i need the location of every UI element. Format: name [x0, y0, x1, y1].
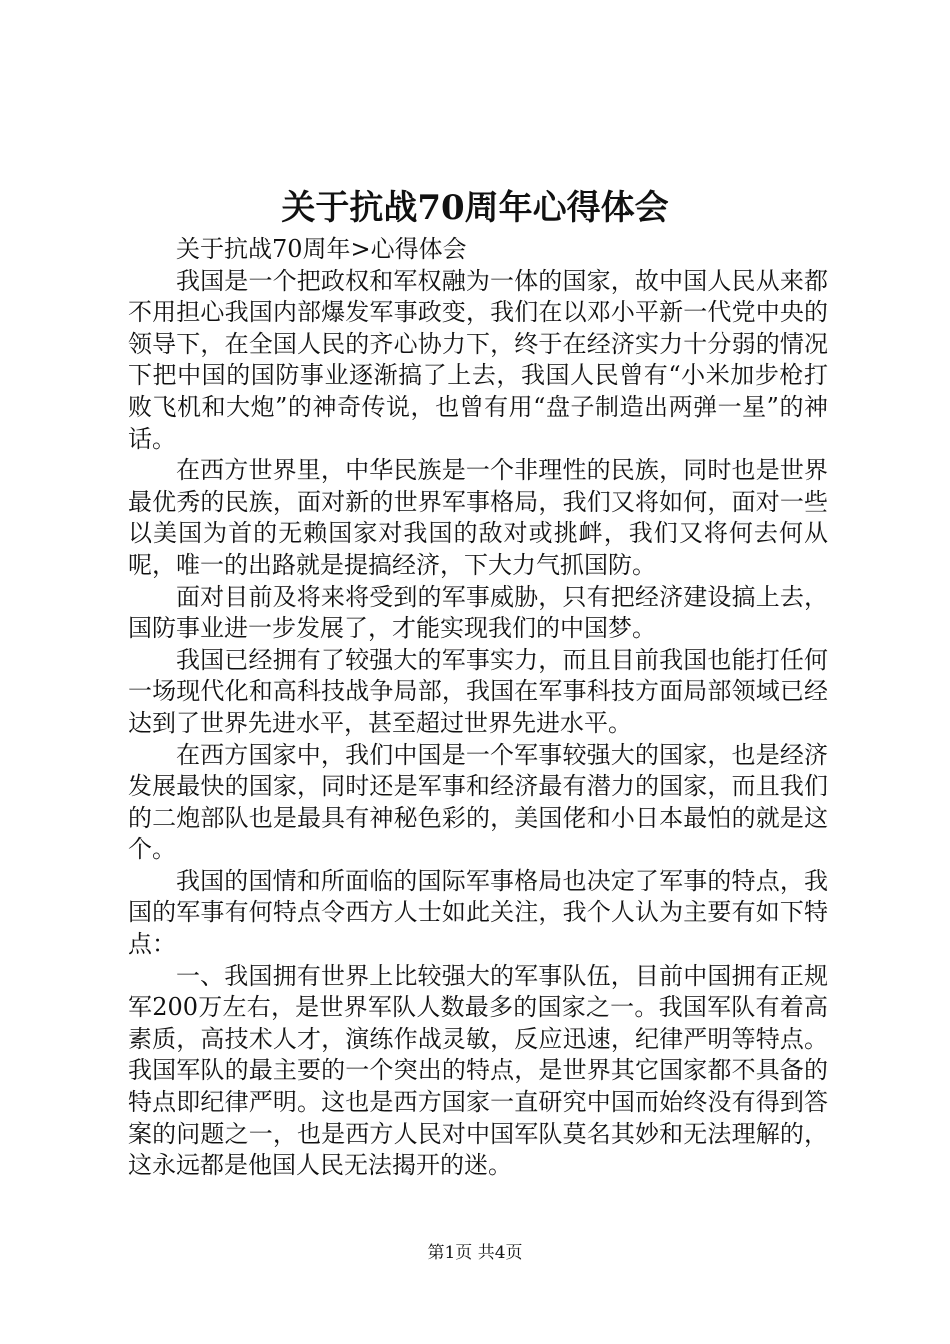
document-title: 关于抗战70周年心得体会 — [281, 188, 669, 228]
page-number-footer: 第1页 共4页 — [427, 1243, 523, 1263]
paragraph: 在西方世界里，中华民族是一个非理性的民族，同时也是世界最优秀的民族，面对新的世界军事格局，我们又将如何，面对一些以美国为首的无赖国家对我国的敌对或挑衅，我们又将何去何从呢，唯一的出路就是提搞经济，下大力气抓国防。 — [128, 456, 828, 579]
paragraph: 在西方国家中，我们中国是一个军事较强大的国家，也是经济发展最快的国家，同时还是军事和经济最有潜力的国家，而且我们的二炮部队也是最具有神秘色彩的，美国佬和小日本最怕的就是这个。 — [128, 740, 828, 864]
paragraph: 我国已经拥有了较强大的军事实力，而且目前我国也能打任何一场现代化和高科技战争局部，我国在军事科技方面局部领域已经达到了世界先进水平，甚至超过世界先进水平。 — [128, 645, 828, 737]
document-body — [128, 234, 828, 1182]
paragraph: 我国的国情和所面临的国际军事格局也决定了军事的特点，我国的军事有何特点令西方人士如此关注，我个人认为主要有如下特点： — [128, 866, 828, 959]
paragraph: 我国是一个把政权和军权融为一体的国家，故中国人民从来都不用担心我国内部爆发军事政变，我们在以邓小平新一代党中央的领导下，在全国人民的齐心协力下，终于在经济实力十分弱的情况下把中国的国防事业逐渐搞了上去，我国人民曾有“小米加步枪打败飞机和大炮”的神奇传说，也曾有用“盘子制造出两弹一星”的神话。 — [128, 266, 828, 453]
paragraph-subtitle: 关于抗战70周年>心得体会 — [176, 235, 467, 263]
paragraph: 面对目前及将来将受到的军事威胁，只有把经济建设搞上去，国防事业进一步发展了，才能实现我们的中国梦。 — [128, 582, 828, 643]
paragraph: 一、我国拥有世界上比较强大的军事队伍，目前中国拥有正规军200万左右，是世界军队人数最多的国家之一。我国军队有着高素质，高技术人才，演练作战灵敏，反应迅速，纪律严明等特点。我国军队的最主要的一个突出的特点，是世界其它国家都不具备的特点即纪律严明。这也是西方国家一直研究中国而始终没有得到答案的问题之一，也是西方人民对中国军队莫名其妙和无法理解的，这永远都是他国人民无法揭开的迷。 — [128, 961, 828, 1180]
